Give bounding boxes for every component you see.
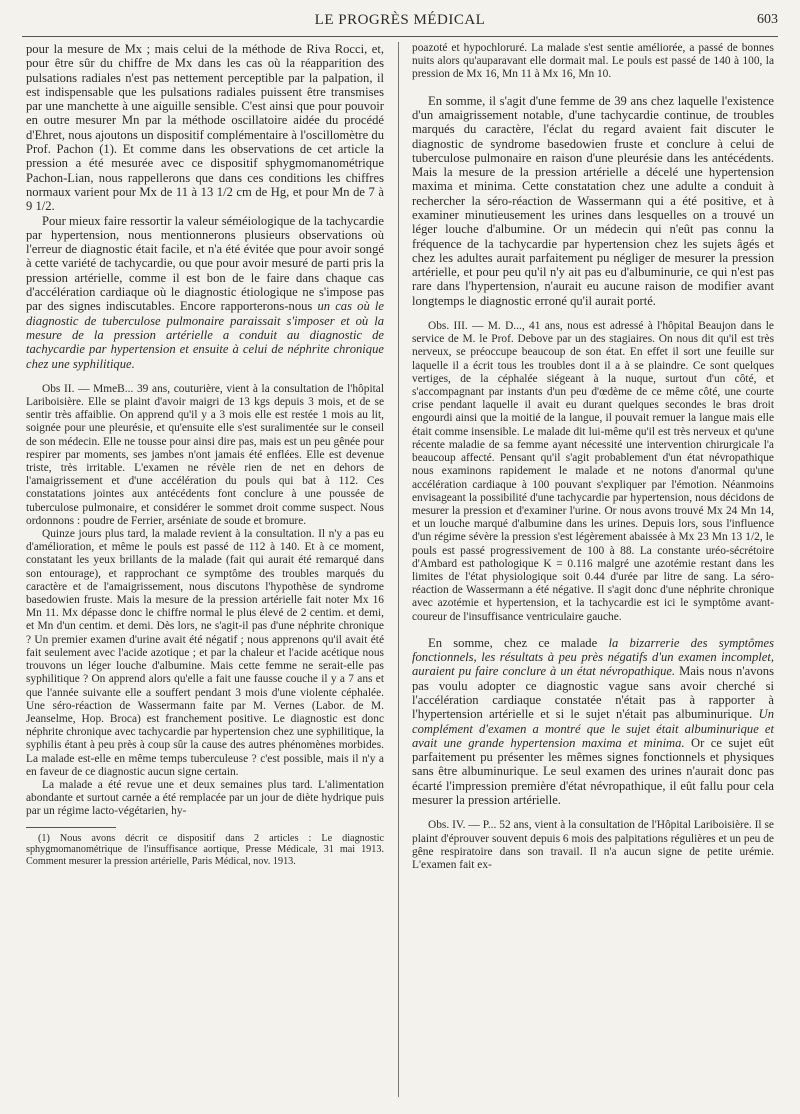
observation-2: Obs II. — MmeB... 39 ans, couturière, vient à la consultation de l'hôpital Lariboisière. Elle se plaint d'avoir maigri de 13 kgs depuis 3 mois, et de se sentir très affaiblie. On apprend qu'il y a 3 mois elle est restée 1 mois au lit, soignée pour une pleurésie, et qu'ensuite elle s'est suralimentée sur le conseil de son médecin. Elle ne tousse pour ainsi dire pas, mais est un peu gênée pour respirer par moments, ses jambes n'ont jamais été enflées. Elle est devenue triste, très irritable. L'examen ne révèle rien de net en dehors de l'amaigrissement et d'une accélération du pouls qui bat à 112. Ces constatations jointes aux antécédents font conclure à une poussée de tuberculose pulmonaire, et considérer le sommet droit comme suspect. Nous ordonnons : poudre de Ferrier, arséniate de soude et bromure.	[26, 382, 384, 527]
italic-text-run: un cas où le diagnostic de tuberculose pulmonaire paraissait s'imposer et où la mesure de la pression artérielle a conduit au diagnostic de tachycardie par hypertension et ensuite à celui de néphrite chronique chez une syphilitique.	[26, 299, 384, 371]
observation-2-end: La malade a été revue une et deux semaines plus tard. L'alimentation abondante et surtout carnée a été remplacée par un jour de diète hydrique puis par un régime lacto-végétarien, hy-	[26, 778, 384, 818]
footnote: (1) Nous avons décrit ce dispositif dans 2 articles : Le diagnostic sphygmomanométrique de l'insuffisance aortique, Presse Médicale, 31 mai 1913. Comment mesurer la pression artérielle, Paris Médical, nov. 1913.	[26, 832, 384, 868]
page-header	[22, 12, 778, 34]
observation-2-continued: Quinze jours plus tard, la malade revient à la consultation. Il n'y a pas eu d'amélioration, et même le pouls est passé de 112 à 140. Et à ce moment, constatant les yeux brillants de la malade (fait qui aurait été remarqué dans son entourage), et rapprochant ce symptôme des troubles marqués du caractère et de l'amaigrissement, nous discutons l'hypothèse de syndrome basedowien fruste. Mais la mesure de la pression artérielle fait noter Mx 16 Mn 11. Mx dépasse donc le chiffre normal le plus élevé de 2 centim. et demi, et Mn d'un centim. et demi. Dès lors, ne s'agit-il pas d'une néphrite chronique ? Un premier examen d'urine avait été négatif ; nous apprenons qu'il avait été fait seulement avec l'acide azotique ; et par la chaleur et l'acide acétique nous trouvons un léger louche d'albumine. Mais cette femme ne serait-elle pas syphilitique ? On apprend alors qu'elle a fait une fausse couche il y a 7 ans et que l'année suivante elle a souffert pendant 3 mois d'une violente céphalée. Une séro-réaction de Wassermann faite par M. Vernes (Labor. de M. Jeanselme, Hop. Broca) est franchement positive. Le diagnostic est donc néphrite chronique avec tachycardie par hypertension chez une syphilitique, la syphilis étant à peu près à coup sûr la cause des autres phénomènes morbides. La malade est-elle en même temps tuberculeuse ? c'est possible, mais il n'y a en faveur de ce diagnostic aucun signe certain.	[26, 528, 384, 778]
observation-3: Obs. III. — M. D..., 41 ans, nous est adressé à l'hôpital Beaujon dans le service de M. le Prof. Debove par un des stagiaires. On nous dit qu'il est très nerveux, se préoccupe beaucoup de son état. En effet il sort une feuille sur laquelle il a écrit tous les troubles dont il a à se plaindre. Ce sont quelques vertiges, de la céphalée siégeant à la nuque, surtout d'un côté, et s'accompagnant par instants d'un peu d'œdème de ce même côté, une courte crise pendant laquelle il avait eu durant quelques secondes le bras droit engourdi ainsi que la moitié de la langue, il pouvait remuer la langue mais elle était comme insensible. Le malade dit lui-même qu'il est très nerveux et qu'une récente maladie de sa femme ayant nécessité une intervention chirurgicale l'a beaucoup affecté. Pensant qu'il s'agit probablement d'un état névropathique nous examinons rapidement le malade et ne notons d'anormal qu'une accélération cardiaque à 100 pouvant s'expliquer par l'émotion. Néanmoins envisageant la possibilité d'une tachycardie par hypertension, nous décidons de mesurer la pression et d'examiner l'urine. Or nous avons trouvé Mx 24 Mn 14, et un louche marqué d'albumine dans les urines. Depuis lors, sous l'influence d'un régime sévère la pression s'est légèrement abaissée à Mx 23 Mn 13 1/2, le pouls est passé progressivement de 100 à 88. La constante uréo-sécrétoire d'Ambard est pathologique K = 0.116 malgré une azotémie restant dans les limites de l'état physiologique soit 0.44 d'urée par litre de sang. La séro-réaction de Wassermann a été négative. Il s'agit donc d'une néphrite chronique avec azotémie et hypertension, et la tachycardie est ici le symptôme avant-coureur de l'insuffisance ventriculaire gauche.	[412, 320, 774, 623]
text-run: Pour mieux faire ressortir la valeur séméiologique de la tachycardie par hypertension, nous mentionnerons plusieurs observations où l'erreur de diagnostic était facile, et n'a été évitée que pour avoir songé à cette variété de tachycardie, ou que pour avoir mesuré de parti pris la pression artérielle, comme il est bon de le faire dans chaque cas d'accélération cardiaque où le diagnostic étiologique ne s'impose pas par des signes indiscutables. Encore rapporterons-nous	[26, 213, 384, 314]
paragraph	[412, 636, 774, 808]
paragraph	[26, 214, 384, 371]
paragraph: En somme, il s'agit d'une femme de 39 ans chez laquelle l'existence d'un amaigrissement notable, d'une tachycardie continue, de troubles marqués du caractère, l'éclat du regard avaient fait discuter le diagnostic de syndrome basedowien fruste et conclure à celui de tuberculose pulmonaire en raison d'une pleurésie dans les antécédents. Mais la mesure de la pression artérielle a décelé une hypertension maxima et minima. Cette constatation chez une adulte a conduit à rechercher la séro-réaction de Wassermann qui a été positive, et à examiner minutieusement les urines dans lesquelles on a trouvé un léger louche d'albumine. Or un médecin qui n'eût pas connu la fréquence de la tachycardie par hypertension chez les sujets âgés et chez les adultes aurait parfaitement pu négliger de mesurer la pression artérielle, et pour peu qu'il n'y ait pas eu d'albuminurie, ce qui n'est pas rare dans l'hypertension, n'aurait eu aucune raison de modifier avant longtemps le diagnostic erroné qu'il aurait porté.	[412, 93, 774, 308]
italic-text-run: Un complément d'examen a montré que le sujet était albuminurique et avait une grande hypertension maxima et minima.	[412, 707, 774, 750]
footnote-rule	[26, 827, 116, 828]
italic-text-run: la bizarrerie des symptômes fonctionnels, les résultats à peu près négatifs d'un examen incomplet, auraient pu faire conclure à un état névropathique.	[412, 635, 774, 679]
page-number: 603	[757, 12, 778, 27]
column-divider	[398, 42, 399, 1097]
left-column	[26, 42, 384, 1104]
text-run: Or ce sujet eût parfaitement pu présenter les mêmes signes fonctionnels et physiques sans être albuminurique. Le seul examen des urines n'aurait donc pas écarté l'impression première d'état névropathique, il eût fallu pour cela mesurer la pression artérielle.	[412, 735, 774, 807]
text-run: En somme, chez ce malade	[428, 635, 609, 650]
text-run: Mais nous n'avons pas voulu adopter ce diagnostic vague sans avoir cherché si l'accélération cardiaque constatée n'était pas à rapporter à l'hypertension artérielle et si le sujet n'était pas albuminurique.	[412, 664, 775, 722]
paragraph: pour la mesure de Mx ; mais celui de la méthode de Riva Rocci, et, pour être sûr du chiffre de Mx dans les cas où la réapparition des pulsations radiales n'est pas nettement perceptible par la palpation, il est indispensable que les pulsations radiales puissent être transmises par une manchette à une aiguille sensible. C'est ainsi que pour pouvoir en outre mesurer Mn par la méthode oscillatoire aidée du procédé d'Ehret, nous ajoutons un dispositif complémentaire à l'oscillomètre du Prof. Pachon (1). Et comme dans les observations de cet article la pression a été mesurée avec ce dispositif sphygmomanométrique Pachon-Lian, nous rappellerons que dans ces conditions les chiffres normaux varient pour Mx de 11 à 13 1/2 cm de Hg, et pour Mn de 7 à 9 1/2.	[26, 42, 384, 214]
observation-4: Obs. IV. — P... 52 ans, vient à la consultation de l'Hôpital Lariboisière. Il se plaint d'éprouver souvent depuis 6 mois des palpitations régulières et un peu de gêne respiratoire dans son travail. Il n'a aucun signe de petite urémie. L'examen fait ex-	[412, 819, 774, 871]
header-rule	[22, 36, 778, 37]
observation-2-tail: poazoté et hypochloruré. La malade s'est sentie améliorée, a passé de bonnes nuits alors qu'auparavant elle dormait mal. Le pouls est passé de 140 à 100, la pression de Mx 16, Mn 11 à Mx 16, Mn 10.	[412, 42, 774, 81]
right-column	[412, 42, 774, 1104]
journal-title: LE PROGRÈS MÉDICAL	[314, 12, 486, 28]
